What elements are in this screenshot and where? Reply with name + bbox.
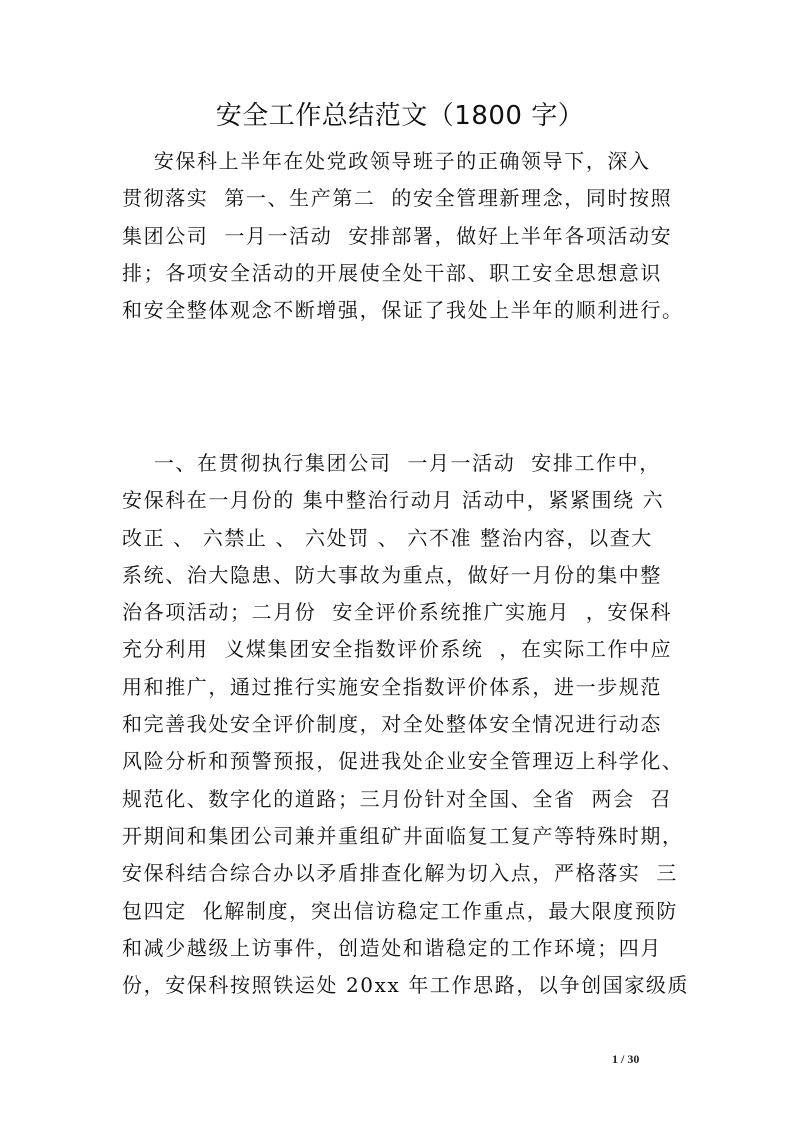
paragraph-section-one [122,445,690,1004]
text-line: 治各项活动；二月份 安全评价系统推广实施月 ，安保科 [122,600,673,625]
paragraph-intro [122,143,684,329]
text-line: 安保科上半年在处党政领导班子的正确领导下，深入 [122,149,651,173]
text-line: 风险分析和预警预报，促进我处企业安全管理迈上科学化、 [122,749,684,774]
text-line: 一、在贯彻执行集团公司 一月一活动 安排工作中， [122,451,661,475]
text-line: 安保科在一月份的 集中整治行动月 活动中，紧紧围绕 六 [122,488,665,513]
text-line: 份，安保科按照铁运处 20xx 年工作思路，以争创国家级质 [122,973,690,998]
text-line: 集团公司 一月一活动 安排部署，做好上半年各项活动安 [122,223,673,248]
text-line: 和安全整体观念不断增强，保证了我处上半年的顺利进行。 [122,298,684,323]
text-line: 充分利用 义煤集团安全指数评价系统 ，在实际工作中应 [122,637,673,662]
text-line: 排；各项安全活动的开展使全处干部、职工安全思想意识 [122,260,662,285]
page-number: 1 / 30 [612,1052,640,1066]
text-line: 改正 、 六禁止 、 六处罚 、 六不准 整治内容，以查大 [122,525,653,550]
document-title: 安全工作总结范文（1800 字） [215,101,585,131]
text-line: 系统、治大隐患、防大事故为重点，做好一月份的集中整 [122,562,662,587]
text-line: 安保科结合综合办以矛盾排查化解为切入点，严格落实 三 [122,861,678,886]
text-line: 包四定 化解制度，突出信访稳定工作重点，最大限度预防 [122,898,678,923]
text-line: 贯彻落实 第一、生产第二 的安全管理新理念，同时按照 [122,186,673,211]
text-line: 和完善我处安全评价制度，对全处整体安全情况进行动态 [122,712,662,737]
text-line: 用和推广，通过推行实施安全指数评价体系，进一步规范 [122,674,662,699]
text-line: 开期间和集团公司兼并重组矿井面临复工复产等特殊时期， [122,823,684,848]
text-line: 规范化、数字化的道路；三月份针对全国、全省 两会 召 [122,786,673,811]
text-line: 和减少越级上访事件，创造处和谐稳定的工作环境；四月 [122,935,662,960]
